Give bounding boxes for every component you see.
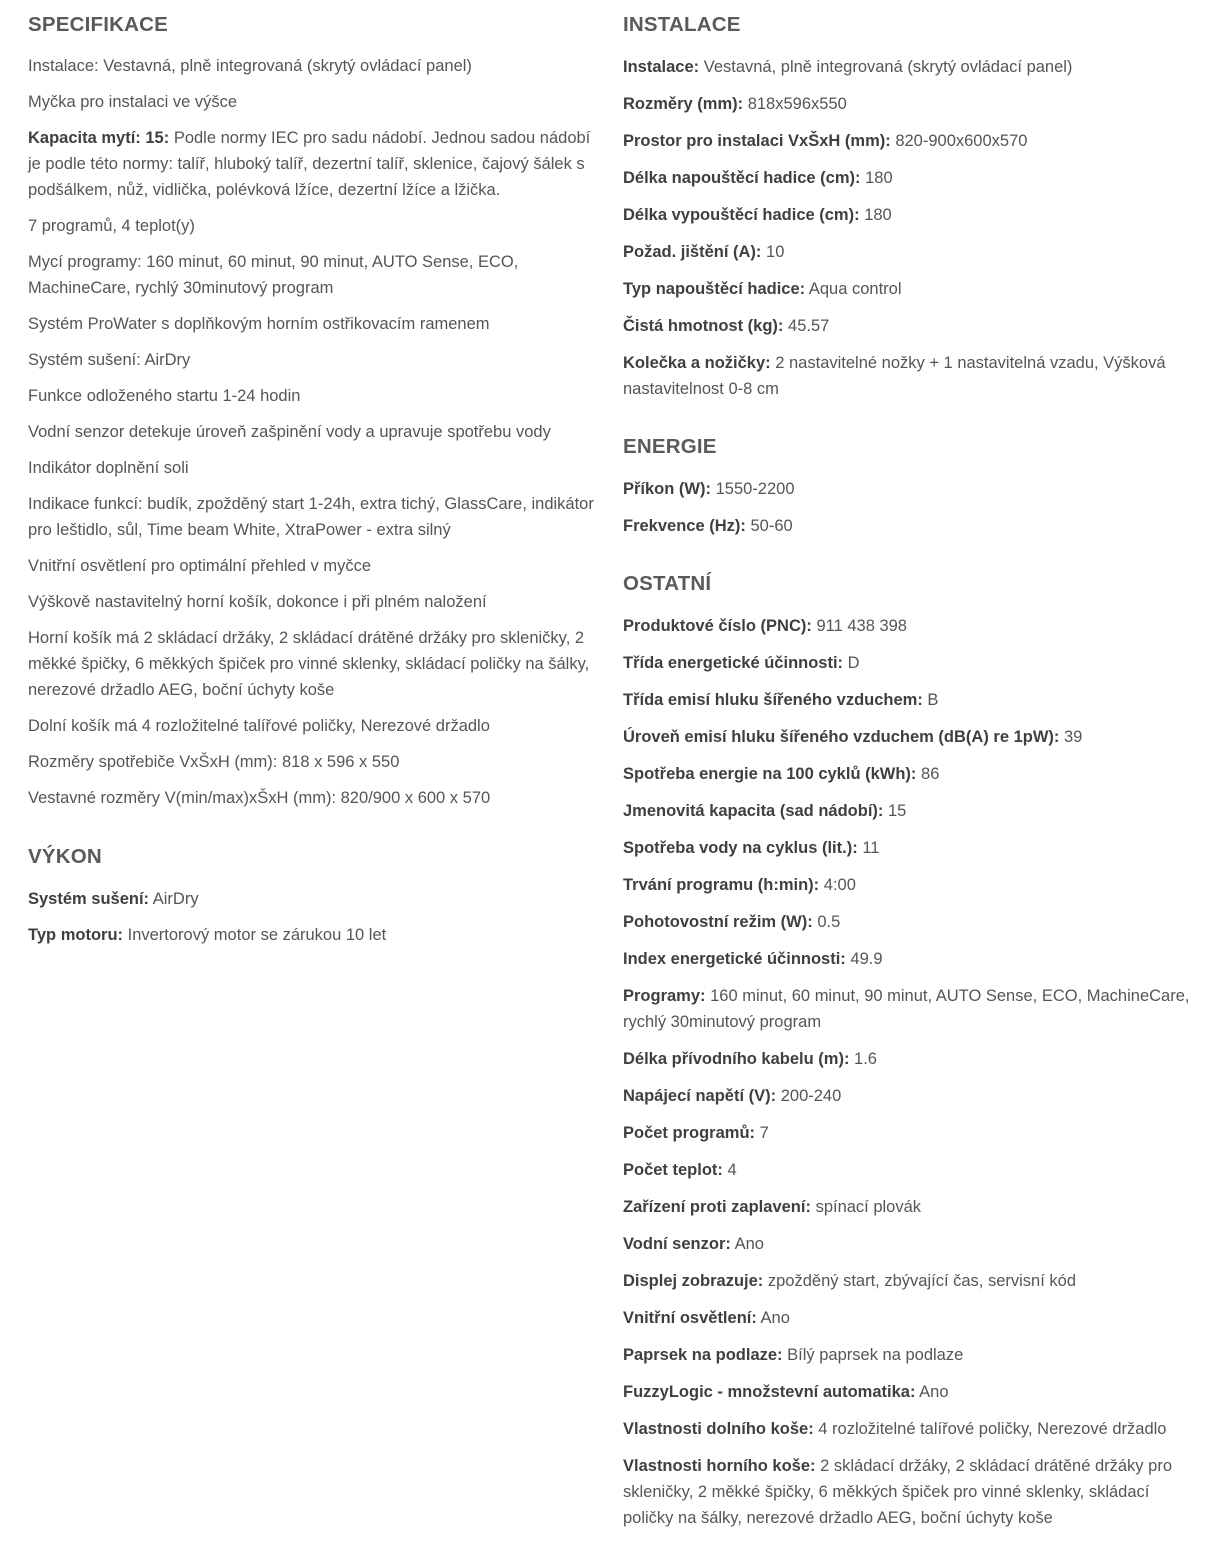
- spec-value: 11: [862, 839, 880, 857]
- spec-item: [623, 1416, 1195, 1442]
- spec-label: Jmenovitá kapacita (sad nádobí):: [623, 802, 884, 820]
- spec-item: [623, 1379, 1195, 1405]
- spec-item: [623, 1157, 1195, 1183]
- spec-label: Třída emisí hluku šířeného vzduchem:: [623, 691, 923, 709]
- spec-item: [623, 761, 1195, 787]
- spec-item: [623, 687, 1195, 713]
- spec-item: [28, 785, 596, 811]
- spec-item: [623, 91, 1195, 117]
- spec-label: Požad. jištění (A):: [623, 243, 762, 261]
- spec-item: [28, 886, 596, 912]
- section-heading: ENERGIE: [623, 435, 717, 458]
- spec-value: Mycí programy: 160 minut, 60 minut, 90 minut, AUTO Sense, ECO, MachineCare, rychlý 30minutový program: [28, 253, 519, 297]
- spec-label: Vnitřní osvětlení:: [623, 1309, 757, 1327]
- spec-value: Myčka pro instalaci ve výšce: [28, 93, 238, 111]
- section-heading: VÝKON: [28, 845, 102, 868]
- spec-value: 4: [727, 1161, 737, 1179]
- spec-label: Index energetické účinnosti:: [623, 950, 846, 968]
- spec-value: Funkce odloženého startu 1-24 hodin: [28, 387, 301, 405]
- spec-item: [623, 1231, 1195, 1257]
- spec-item: [28, 89, 596, 115]
- spec-item: [623, 202, 1195, 228]
- spec-value: Podle normy IEC pro sadu nádobí. Jednou sadou nádobí je podle této normy: talíř, hluboký talíř, dezertní talíř, sklenice, čajový šálek s podšálkem, nůž, vidlička, polévková lžíce, dezertní lžíce a lžička.: [28, 129, 591, 199]
- spec-item: [28, 249, 596, 301]
- spec-value: Rozměry spotřebiče VxŠxH (mm): 818 x 596 x 550: [28, 753, 400, 771]
- section-ostatni: [623, 570, 1195, 1531]
- spec-item: [623, 276, 1195, 302]
- spec-item: [28, 491, 596, 543]
- spec-item: [28, 347, 596, 373]
- spec-value: Indikátor doplnění soli: [28, 459, 189, 477]
- spec-value: 45.57: [788, 317, 830, 335]
- spec-item: [623, 128, 1195, 154]
- spec-item: [623, 650, 1195, 676]
- spec-item: [623, 1083, 1195, 1109]
- spec-label: Vodní senzor:: [623, 1235, 731, 1253]
- spec-list: [623, 476, 1195, 539]
- spec-item: [28, 625, 596, 703]
- spec-value: 50-60: [750, 517, 793, 535]
- spec-item: [623, 1342, 1195, 1368]
- spec-item: [28, 749, 596, 775]
- spec-value: 911 438 398: [816, 617, 907, 635]
- spec-label: FuzzyLogic - množstevní automatika:: [623, 1383, 916, 1401]
- spec-value: 4:00: [823, 876, 856, 894]
- spec-item: [623, 613, 1195, 639]
- spec-label: Napájecí napětí (V):: [623, 1087, 777, 1105]
- spec-value: Bílý paprsek na podlaze: [787, 1346, 964, 1364]
- spec-value: 86: [921, 765, 940, 783]
- spec-label: Displej zobrazuje:: [623, 1272, 764, 1290]
- section-heading: OSTATNÍ: [623, 572, 712, 595]
- spec-value: 49.9: [850, 950, 883, 968]
- spec-item: [623, 1194, 1195, 1220]
- spec-value: Ano: [734, 1235, 764, 1253]
- spec-label: Frekvence (Hz):: [623, 517, 746, 535]
- spec-item: [623, 1305, 1195, 1331]
- spec-item: [623, 983, 1195, 1035]
- spec-value: 15: [888, 802, 907, 820]
- spec-item: [623, 1046, 1195, 1072]
- spec-value: 0.5: [817, 913, 841, 931]
- spec-value: B: [927, 691, 939, 709]
- section-heading: SPECIFIKACE: [28, 13, 169, 36]
- spec-label: Třída energetické účinnosti:: [623, 654, 844, 672]
- spec-item: [28, 589, 596, 615]
- spec-item: [28, 922, 596, 948]
- spec-label: Trvání programu (h:min):: [623, 876, 820, 894]
- spec-item: [623, 350, 1195, 402]
- spec-value: 4 rozložitelné talířové poličky, Nerezové držadlo: [818, 1420, 1167, 1438]
- spec-list: [28, 53, 596, 811]
- spec-label: Počet teplot:: [623, 1161, 723, 1179]
- section-energie: [623, 433, 1195, 539]
- spec-item: [28, 125, 596, 203]
- spec-item: [28, 419, 596, 445]
- spec-label: Kolečka a nožičky:: [623, 354, 771, 372]
- spec-value: Horní košík má 2 skládací držáky, 2 skládací drátěné držáky pro skleničky, 2 měkké špičky, 6 měkkých špiček pro vinné sklenky, skládací poličky na šálky, nerezové držadlo AEG, boční úchyty koše: [28, 629, 590, 699]
- left-column: [28, 0, 596, 958]
- section-specifikace: [28, 11, 596, 811]
- spec-value: Výškově nastavitelný horní košík, dokonce i při plném naložení: [28, 593, 487, 611]
- spec-item: [623, 165, 1195, 191]
- spec-value: spínací plovák: [815, 1198, 922, 1216]
- spec-label: Spotřeba vody na cyklus (lit.):: [623, 839, 858, 857]
- spec-value: Ano: [760, 1309, 790, 1327]
- spec-label: Produktové číslo (PNC):: [623, 617, 812, 635]
- spec-value: 7 programů, 4 teplot(y): [28, 217, 195, 235]
- spec-value: Systém sušení: AirDry: [28, 351, 191, 369]
- spec-label: Čistá hmotnost (kg):: [623, 317, 784, 335]
- spec-label: Úroveň emisí hluku šířeného vzduchem (dB(A) re 1pW):: [623, 728, 1060, 746]
- section-vykon: [28, 843, 596, 948]
- spec-item: [28, 383, 596, 409]
- spec-item: [623, 909, 1195, 935]
- spec-value: 180: [865, 169, 893, 187]
- spec-item: [28, 53, 596, 79]
- spec-label: Počet programů:: [623, 1124, 756, 1142]
- spec-value: 10: [766, 243, 785, 261]
- spec-list: [28, 886, 596, 948]
- spec-label: Programy:: [623, 987, 706, 1005]
- spec-item: [623, 946, 1195, 972]
- spec-value: 7: [759, 1124, 769, 1142]
- spec-value: Vodní senzor detekuje úroveň zašpinění vody a upravuje spotřebu vody: [28, 423, 551, 441]
- spec-label: Instalace:: [623, 58, 700, 76]
- spec-label: Délka přívodního kabelu (m):: [623, 1050, 850, 1068]
- spec-item: [623, 872, 1195, 898]
- spec-item: [28, 455, 596, 481]
- spec-label: Příkon (W):: [623, 480, 711, 498]
- spec-list: [623, 54, 1195, 402]
- spec-value: Vestavné rozměry V(min/max)xŠxH (mm): 820/900 x 600 x 570: [28, 789, 491, 807]
- spec-item: [28, 553, 596, 579]
- right-column: [623, 0, 1195, 1542]
- spec-value: Vnitřní osvětlení pro optimální přehled v myčce: [28, 557, 371, 575]
- spec-label: Typ motoru:: [28, 926, 124, 944]
- spec-item: [623, 476, 1195, 502]
- spec-value: 180: [864, 206, 892, 224]
- spec-value: 1.6: [854, 1050, 877, 1068]
- spec-label: Kapacita mytí: 15:: [28, 129, 170, 147]
- spec-value: Ano: [919, 1383, 949, 1401]
- spec-value: Dolní košík má 4 rozložitelné talířové poličky, Nerezové držadlo: [28, 717, 490, 735]
- spec-value: 39: [1064, 728, 1083, 746]
- spec-item: [623, 835, 1195, 861]
- spec-value: Instalace: Vestavná, plně integrovaná (skrytý ovládací panel): [28, 57, 472, 75]
- spec-item: [623, 798, 1195, 824]
- spec-value: Vestavná, plně integrovaná (skrytý ovládací panel): [703, 58, 1073, 76]
- spec-label: Pohotovostní režim (W):: [623, 913, 813, 931]
- spec-label: Vlastnosti dolního koše:: [623, 1420, 814, 1438]
- spec-value: 2 nastavitelné nožky + 1 nastavitelná vzadu, Výšková nastavitelnost 0-8 cm: [623, 354, 1166, 398]
- spec-label: Spotřeba energie na 100 cyklů (kWh):: [623, 765, 917, 783]
- spec-label: Zařízení proti zaplavení:: [623, 1198, 811, 1216]
- spec-item: [623, 513, 1195, 539]
- spec-value: 818x596x550: [747, 95, 847, 113]
- spec-item: [28, 311, 596, 337]
- spec-label: Systém sušení:: [28, 890, 150, 908]
- spec-label: Prostor pro instalaci VxŠxH (mm):: [623, 132, 891, 150]
- spec-value: 820-900x600x570: [895, 132, 1028, 150]
- spec-label: Rozměry (mm):: [623, 95, 744, 113]
- spec-item: [623, 1268, 1195, 1294]
- spec-value: Aqua control: [808, 280, 902, 298]
- spec-item: [623, 1453, 1195, 1531]
- spec-value: 160 minut, 60 minut, 90 minut, AUTO Sense, ECO, MachineCare, rychlý 30minutový program: [623, 987, 1190, 1031]
- spec-value: 2 skládací držáky, 2 skládací drátěné držáky pro skleničky, 2 měkké špičky, 6 měkkých špiček pro vinné sklenky, skládací poličky na šálky, nerezové držadlo AEG, boční úchyty koše: [623, 1457, 1172, 1527]
- section-instalace: [623, 11, 1195, 402]
- spec-value: zpožděný start, zbývající čas, servisní kód: [767, 1272, 1077, 1290]
- spec-list: [623, 613, 1195, 1531]
- spec-value: Invertorový motor se zárukou 10 let: [127, 926, 387, 944]
- section-heading: INSTALACE: [623, 13, 741, 36]
- spec-label: Typ napouštěcí hadice:: [623, 280, 806, 298]
- spec-value: AirDry: [152, 890, 199, 908]
- spec-value: 1550-2200: [715, 480, 795, 498]
- spec-value: Indikace funkcí: budík, zpožděný start 1-24h, extra tichý, GlassCare, indikátor pro leštidlo, sůl, Time beam White, XtraPower - extra silný: [28, 495, 594, 539]
- spec-label: Délka vypouštěcí hadice (cm):: [623, 206, 860, 224]
- spec-label: Vlastnosti horního koše:: [623, 1457, 816, 1475]
- spec-value: Systém ProWater s doplňkovým horním ostřikovacím ramenem: [28, 315, 490, 333]
- spec-item: [28, 713, 596, 739]
- spec-item: [623, 724, 1195, 750]
- spec-label: Paprsek na podlaze:: [623, 1346, 783, 1364]
- spec-label: Délka napouštěcí hadice (cm):: [623, 169, 861, 187]
- spec-item: [28, 213, 596, 239]
- spec-value: D: [847, 654, 860, 672]
- spec-item: [623, 1120, 1195, 1146]
- spec-item: [623, 313, 1195, 339]
- spec-item: [623, 54, 1195, 80]
- spec-value: 200-240: [780, 1087, 842, 1105]
- spec-item: [623, 239, 1195, 265]
